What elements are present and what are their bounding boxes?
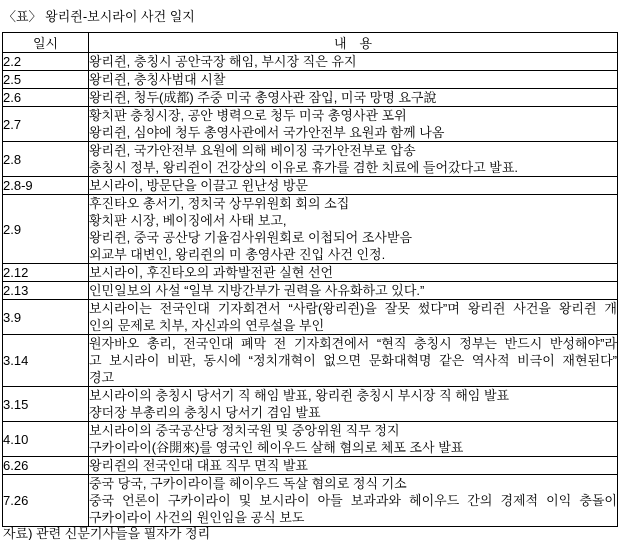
- content-line: 경고: [89, 370, 115, 385]
- content-cell: [89, 282, 618, 300]
- content-line: 보시라이, 방문단을 이끌고 윈난성 방문: [89, 178, 308, 193]
- table-row: [3, 335, 618, 387]
- table-row: [3, 71, 618, 89]
- table-row: [3, 142, 618, 177]
- date-cell: 3.14: [3, 335, 89, 387]
- content-line: 인의 문제로 치부, 자신과의 연루설을 부인: [89, 318, 325, 333]
- table-row: [3, 387, 618, 422]
- content-line: 충칭시 정부, 왕리쥔이 건강상의 이유로 휴가를 겸한 치료에 들어갔다고 발표.: [89, 160, 519, 175]
- content-cell: [89, 195, 618, 264]
- content-cell: [89, 142, 618, 177]
- content-cell: [89, 107, 618, 142]
- content-line: 구카이라이(谷開來)를 영국인 헤이우드 살해 혐의로 체포 조사 발표: [89, 440, 464, 455]
- content-line: 황치판 시장, 베이징에서 사태 보고,: [89, 213, 287, 228]
- column-header-content: 내 용: [89, 33, 618, 53]
- content-line: 외교부 대변인, 왕리쥔의 미 총영사관 진입 사건 인정.: [89, 247, 386, 262]
- date-cell: 6.26: [3, 457, 89, 475]
- table-row: [3, 300, 618, 335]
- date-cell: 2.13: [3, 282, 89, 300]
- content-cell: [89, 387, 618, 422]
- content-line: 중국 언론이 구카이라이 및 보시라이 아들 보과과와 헤이우드 간의 경제적 이익 충돌이: [89, 493, 617, 508]
- date-cell: 2.9: [3, 195, 89, 264]
- content-cell: [89, 89, 618, 107]
- content-line: 왕리쥔, 충칭시 공안국장 해임, 부시장 직은 유지: [89, 54, 357, 69]
- content-line: 왕리쥔, 청두(成都) 주중 미국 총영사관 잠입, 미국 망명 요구說: [89, 90, 437, 105]
- content-line: 보시라이는 전국인대 기자회견서 “사람(왕리쥔)을 잘못 썼다”며 왕리쥔 사건을 왕리쥔 개: [89, 301, 617, 316]
- content-line: 원자바오 총리, 전국인대 폐막 전 기자회견에서 “현직 충칭시 정부는 반드시 반성해야”라: [89, 336, 617, 351]
- date-cell: 2.8: [3, 142, 89, 177]
- content-line: 인민일보의 사설 “일부 지방간부가 권력을 사유화하고 있다.”: [89, 283, 425, 298]
- content-line: 보시라이, 후진타오의 과학발전관 실현 선언: [89, 265, 334, 280]
- table-row: [3, 177, 618, 195]
- source-note: 자료) 관련 신문기사들을 필자가 정리: [3, 526, 211, 540]
- column-header-date: 일시: [3, 33, 89, 53]
- content-line: 황치판 충칭시장, 공안 병력으로 청두 미국 총영사관 포위: [89, 108, 407, 123]
- content-cell: [89, 335, 618, 387]
- content-cell: [89, 300, 618, 335]
- table-row: [3, 264, 618, 282]
- content-line: 왕리쥔, 국가안전부 요원에 의해 베이징 국가안전부로 압송: [89, 143, 416, 158]
- table-row: [3, 475, 618, 527]
- content-line: 왕리쥔, 충칭사범대 시찰: [89, 72, 226, 87]
- content-cell: [89, 177, 618, 195]
- content-line: 쟝더장 부총리의 충칭시 당서기 겸임 발표: [89, 405, 321, 420]
- date-cell: 2.6: [3, 89, 89, 107]
- content-cell: [89, 475, 618, 527]
- content-line: 구카이라이 사건의 원인임을 공식 보도: [89, 510, 305, 525]
- table-row: [3, 89, 618, 107]
- content-cell: [89, 264, 618, 282]
- table-title: 〈표〉 왕리쥔-보시라이 사건 일지: [3, 9, 195, 24]
- content-line: 왕리쥔, 중국 공산당 기율검사위원회로 이첩되어 조사받음: [89, 230, 413, 245]
- table-row: [3, 422, 618, 457]
- content-line: 보시라이의 충칭시 당서기 직 해임 발표, 왕리쥔 충칭시 부시장 직 해임 발표: [89, 388, 510, 403]
- content-line: 고 보시라이 비판, 동시에 “정치개혁이 없으면 문화대혁명 같은 역사적 비극이 재현된다”: [89, 353, 617, 368]
- table-body: [3, 53, 618, 527]
- date-cell: 2.2: [3, 53, 89, 71]
- table-row: [3, 457, 618, 475]
- content-line: 보시라이의 중국공산당 정치국원 및 중앙위원 직무 정지: [89, 423, 400, 438]
- content-cell: [89, 422, 618, 457]
- date-cell: 7.26: [3, 475, 89, 527]
- table-row: [3, 195, 618, 264]
- table-row: [3, 53, 618, 71]
- content-cell: [89, 457, 618, 475]
- content-line: 왕리쥔, 심야에 청두 총영사관에서 국가안전부 요원과 함께 나옴: [89, 125, 445, 140]
- content-cell: [89, 53, 618, 71]
- date-cell: 4.10: [3, 422, 89, 457]
- date-cell: 2.12: [3, 264, 89, 282]
- table-row: [3, 107, 618, 142]
- content-line: 후진타오 총서기, 정치국 상무위원회 회의 소집: [89, 196, 350, 211]
- table-row: [3, 282, 618, 300]
- incident-timeline-table: [2, 32, 618, 527]
- table-header-row: [3, 33, 618, 53]
- content-line: 중국 당국, 구카이라이를 헤이우드 독살 혐의로 정식 기소: [89, 476, 407, 491]
- date-cell: 2.5: [3, 71, 89, 89]
- content-line: 왕리쥔의 전국인대 대표 직무 면직 발표: [89, 458, 308, 473]
- date-cell: 3.9: [3, 300, 89, 335]
- content-cell: [89, 71, 618, 89]
- date-cell: 3.15: [3, 387, 89, 422]
- date-cell: 2.7: [3, 107, 89, 142]
- date-cell: 2.8-9: [3, 177, 89, 195]
